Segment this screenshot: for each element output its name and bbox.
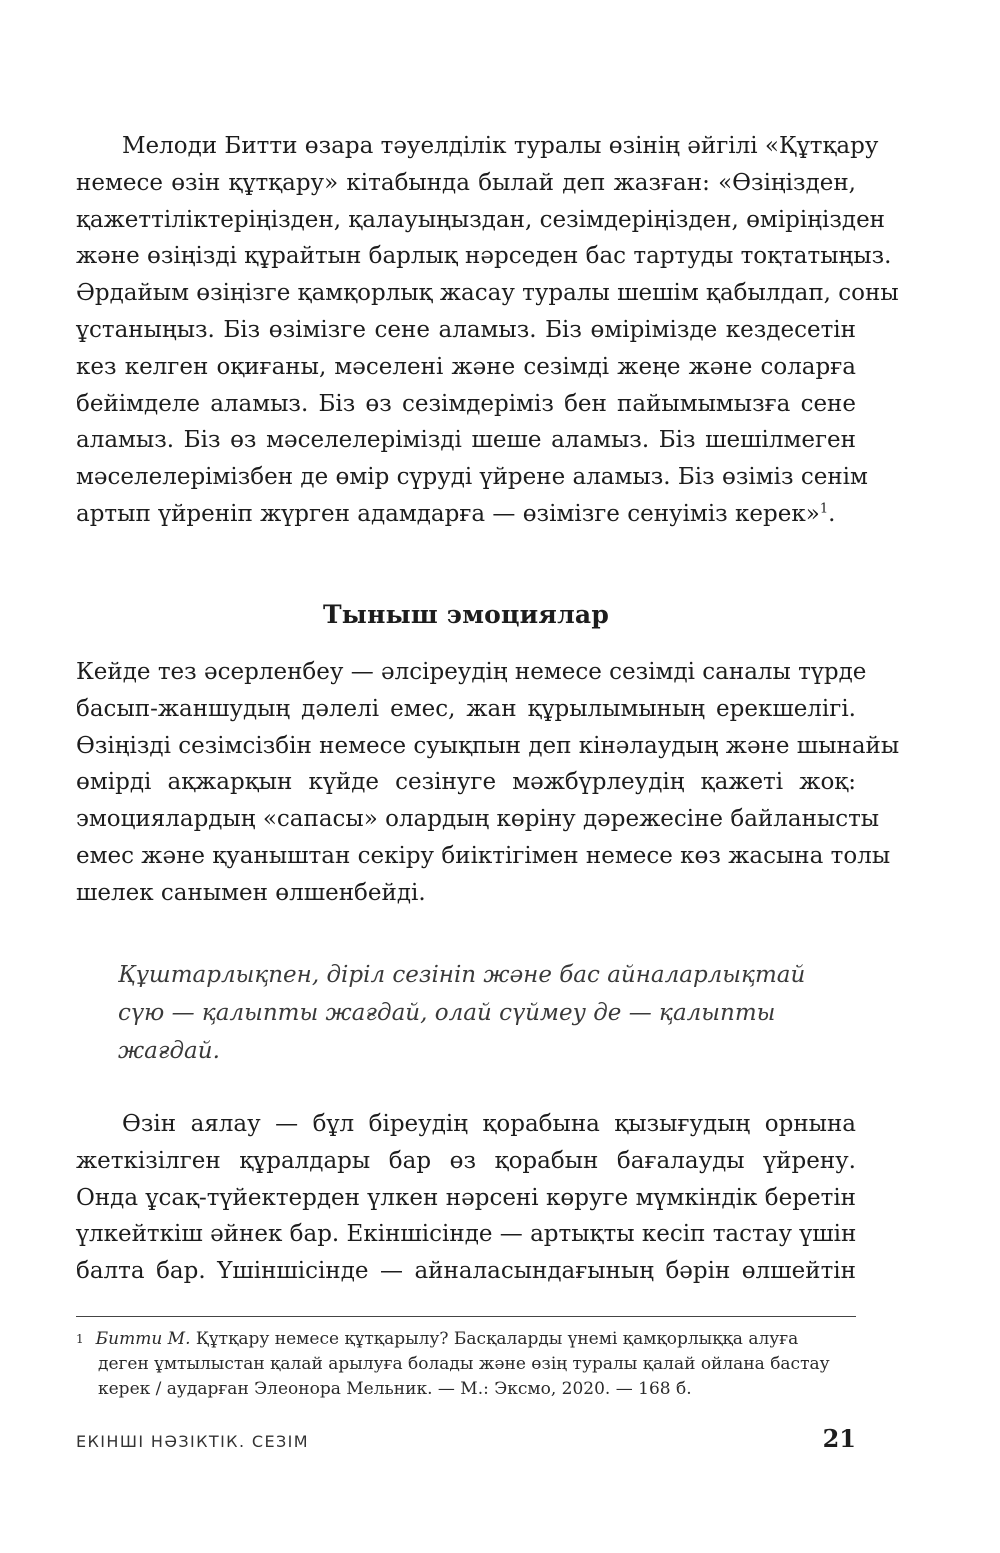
text-line: Өзіңізді сезімсізбін немесе суықпын деп кінәлаудың және шынайы bbox=[76, 732, 900, 759]
text-line: шелек санымен өлшенбейді. bbox=[76, 879, 426, 906]
footnote bbox=[76, 1327, 856, 1402]
text-line: Кейде тез әсерленбеу — әлсіреудің немесе сезімді саналы түрде bbox=[76, 659, 867, 685]
text-line: үлкейткіш әйнек бар. Екіншісінде — артықты кесіп тастау үшін bbox=[76, 1221, 857, 1248]
footnote-line bbox=[76, 1327, 856, 1352]
text-line: ұстаныңыз. Біз өзімізге сене аламыз. Біз өмірімізде кездесетін bbox=[76, 316, 856, 343]
text-line-content: артып үйреніп жүрген адамдарға — өзімізге сенуіміз керек» bbox=[76, 500, 820, 527]
footnote-reference[interactable]: 1 bbox=[819, 501, 829, 517]
text-line: немесе өзін құтқару» кітабында былай деп жазған: «Өзіңізден, bbox=[76, 169, 856, 196]
text-line: басып-жаншудың дәлелі емес, жан құрылымының ерекшелігі. bbox=[76, 695, 856, 722]
text-line: аламыз. Біз өз мәселелерімізді шеше аламыз. Біз шешілмеген bbox=[76, 427, 856, 454]
text-line: емес және қуаныштан секіру биіктігімен немесе көз жасына толы bbox=[76, 842, 891, 869]
italic-quote bbox=[118, 956, 838, 1070]
text-line: Мелоди Битти өзара тәуелділік туралы өзінің әйгілі «Құтқару bbox=[122, 133, 879, 159]
quote-line: жағдай. bbox=[118, 1038, 220, 1064]
quote-line: Құштарлықпен, діріл сезініп және бас айналарлықтай bbox=[118, 962, 806, 988]
footnote-line: деген ұмтылыстан қалай арылуға болады және өзің туралы қалай ойлана бастау bbox=[98, 1354, 830, 1374]
text-line: Әрдайым өзіңізге қамқорлық жасау туралы шешім қабылдап, соны bbox=[76, 280, 899, 307]
period: . bbox=[828, 500, 836, 527]
page-number: 21 bbox=[822, 1424, 856, 1453]
text-line: эмоциялардың «сапасы» олардың көріну дәрежесіне байланысты bbox=[76, 806, 880, 833]
footnote-divider bbox=[76, 1316, 856, 1317]
text-line: және өзіңізді құрайтын барлық нәрседен бас тартуды тоқтатыңыз. bbox=[76, 243, 892, 270]
footnote-author: Битти М. bbox=[95, 1329, 191, 1349]
section-heading: Тыныш эмоциялар bbox=[323, 600, 609, 629]
text-line: өмірді ақжарқын күйде сезінуге мәжбүрлеудің қажеті жоқ: bbox=[76, 769, 856, 796]
text-line: Өзін аялау — бұл біреудің қорабына қызығудың орнына bbox=[122, 1111, 856, 1137]
text-line: Онда ұсақ-түйектерден үлкен нәрсені көруге мүмкіндік беретін bbox=[76, 1184, 856, 1211]
text-line: мәселелерімізбен де өмір сүруді үйрене аламыз. Біз өзіміз сенім bbox=[76, 464, 868, 491]
text-line: бейімделе аламыз. Біз өз сезімдеріміз бен пайымымызға сене bbox=[76, 390, 856, 417]
text-line-last bbox=[76, 496, 856, 533]
running-footer-title: ЕКІНШІ НӘЗІКТІК. СЕЗІМ bbox=[76, 1432, 309, 1451]
paragraph-3 bbox=[76, 1106, 856, 1290]
text-line: балта бар. Үшіншісінде — айналасындағының бәрін өлшейтін bbox=[76, 1258, 856, 1285]
footnote-mark: 1 bbox=[76, 1332, 84, 1346]
text-line: жеткізілген құралдары бар өз қорабын бағалауды үйрену. bbox=[76, 1147, 856, 1174]
text-line: кез келген оқиғаны, мәселені және сезімді жеңе және соларға bbox=[76, 353, 856, 380]
quote-line: сүю — қалыпты жағдай, олай сүймеу де — қалыпты bbox=[118, 1000, 776, 1026]
paragraph-2 bbox=[76, 654, 900, 912]
footnote-line: керек / аударған Элеонора Мельник. — М.: Эксмо, 2020. — 168 б. bbox=[98, 1379, 692, 1399]
footnote-text: Құтқару немесе құтқарылу? Басқаларды үнемі қамқорлыққа алуға bbox=[190, 1329, 799, 1349]
paragraph-1 bbox=[76, 128, 899, 533]
text-line: қажеттіліктеріңізден, қалауыңыздан, сезімдеріңізден, өміріңізден bbox=[76, 206, 886, 233]
